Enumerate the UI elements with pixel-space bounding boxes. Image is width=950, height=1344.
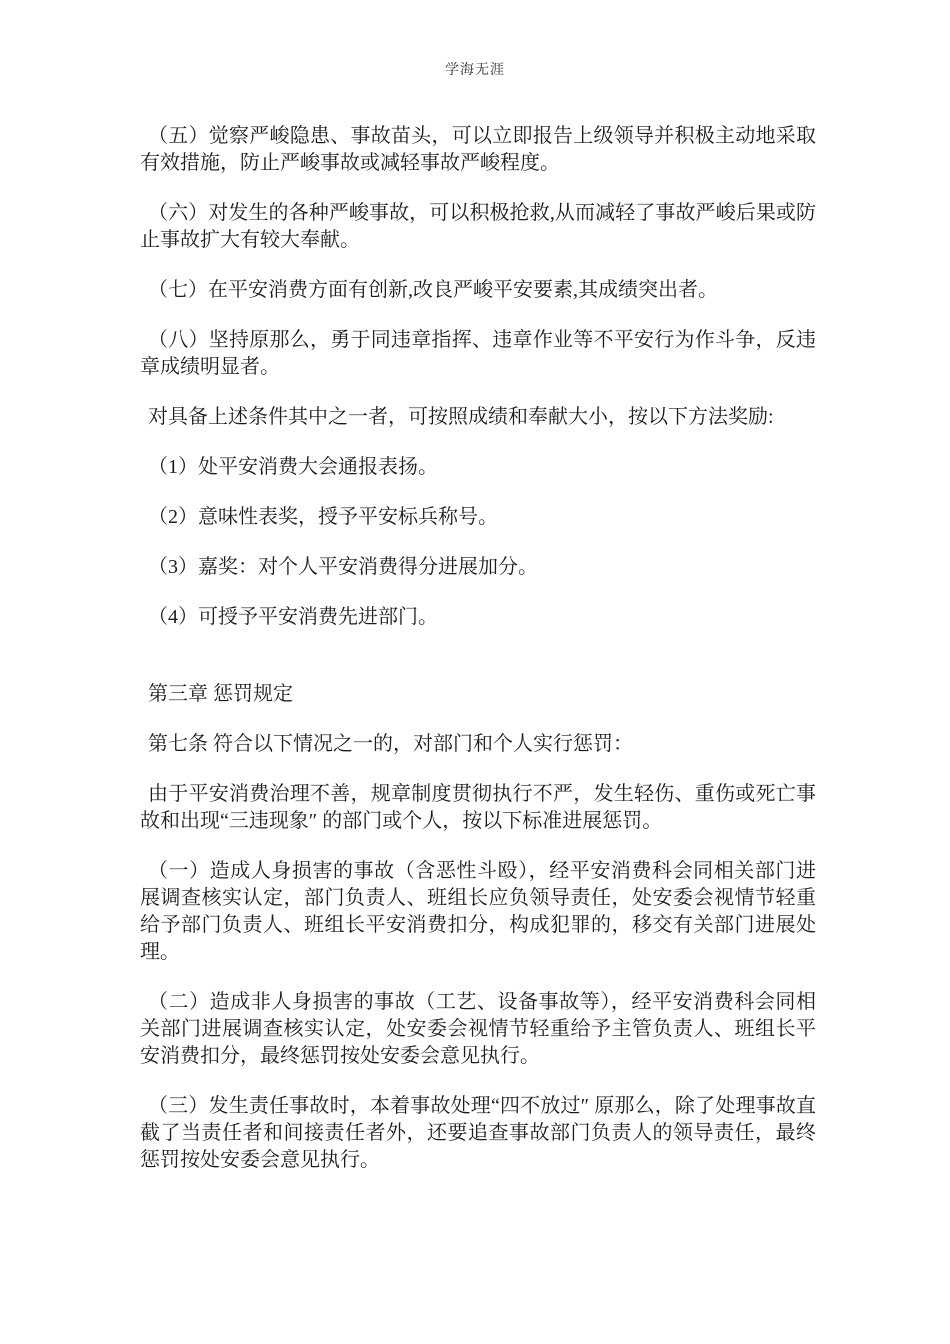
punishment-item-1: （一）造成人身损害的事故（含恶性斗殴），经平安消费科会同相关部门进展调查核实认定，部门负责人、班组长应负领导责任，处安委会视情节轻重给予部门负责人、班组长平安消费扣分，构成犯罪的，移交有关部门进展处理。: [140, 860, 816, 963]
punishment-item-3: （三）发生责任事故时，本着事故处理“四不放过″ 原那么，除了处理事故直截了当责任者和间接责任者外，还要追查事故部门负责人的领导责任，最终惩罚按处安委会意见执行。: [140, 1095, 816, 1171]
punishment-intro: 由于平安消费治理不善，规章制度贯彻执行不严，发生轻伤、重伤或死亡事故和出现“三违现象″ 的部门或个人，按以下标准进展惩罚。: [140, 783, 816, 832]
reward-condition-item-8: （八）坚持原那么，勇于同违章指挥、违章作业等不平安行为作斗争，反违章成绩明显者。: [140, 329, 816, 378]
reward-methods-intro: 对具备上述条件其中之一者，可按照成绩和奉献大小，按以下方法奖励:: [148, 406, 774, 428]
page-header-watermark: 学海无涯: [445, 63, 505, 78]
chapter-3-heading: 第三章 惩罚规定: [148, 683, 293, 705]
reward-method-3: （3）嘉奖：对个人平安消费得分进展加分。: [148, 556, 538, 578]
article-7-heading: 第七条 符合以下情况之一的，对部门和个人实行惩罚：: [148, 733, 633, 755]
reward-method-1: （1）处平安消费大会通报表扬。: [148, 456, 438, 478]
reward-condition-item-5: （五）觉察严峻隐患、事故苗头，可以立即报告上级领导并积极主动地采取有效措施，防止严峻事故或减轻事故严峻程度。: [140, 125, 816, 174]
document-body: [0, 80, 816, 1174]
reward-condition-item-7: （七）在平安消费方面有创新,改良严峻平安要素,其成绩突出者。: [148, 279, 718, 301]
reward-method-4: （4）可授予平安消费先进部门。: [148, 606, 438, 628]
reward-condition-item-6: （六）对发生的各种严峻事故，可以积极抢救,从而减轻了事故严峻后果或防止事故扩大有较大奉献。: [140, 202, 816, 251]
reward-method-2: （2）意味性表奖，授予平安标兵称号。: [148, 506, 498, 528]
punishment-item-2: （二）造成非人身损害的事故（工艺、设备事故等），经平安消费科会同相关部门进展调查核实认定，处安委会视情节轻重给予主管负责人、班组长平安消费扣分，最终惩罚按处安委会意见执行。: [140, 991, 816, 1067]
